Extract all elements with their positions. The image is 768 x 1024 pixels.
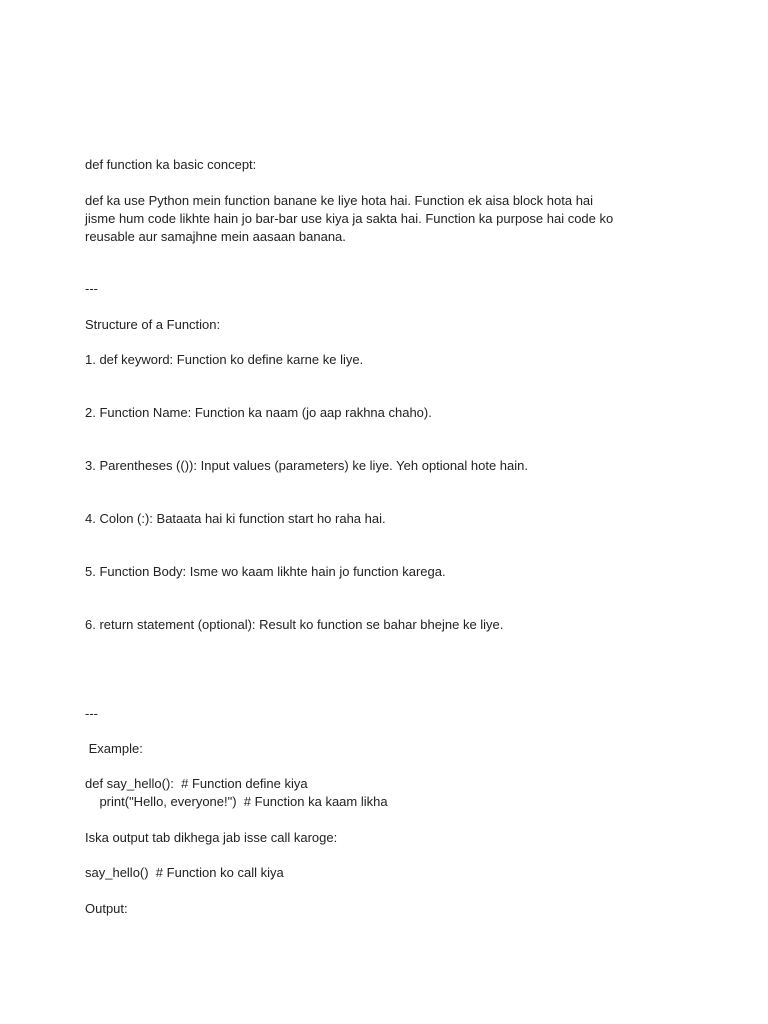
structure-item: 4. Colon (:): Bataata hai ki function start ho raha hai. [85,511,386,526]
divider: --- [85,281,98,296]
structure-item: 1. def keyword: Function ko define karne ke liye. [85,352,364,367]
structure-item: 6. return statement (optional): Result ko function se bahar bhejne ke liye. [85,617,504,632]
structure-item: 5. Function Body: Isme wo kaam likhte hain jo function karega. [85,564,446,579]
section-heading: def function ka basic concept: [85,157,257,172]
code-example [85,775,685,811]
structure-item: 3. Parentheses (()): Input values (parameters) ke liye. Yeh optional hote hain. [85,458,528,473]
call-line: say_hello() # Function ko call kiya [85,865,284,880]
structure-heading: Structure of a Function: [85,317,221,332]
code-line: def say_hello(): # Function define kiya [85,776,308,791]
divider: --- [85,706,98,721]
intro-line: def ka use Python mein function banane ke liye hota hai. Function ek aisa block hota hai [85,193,594,208]
code-line: print("Hello, everyone!") # Function ka kaam likha [85,794,388,809]
intro-line: jisme hum code likhte hain jo bar-bar use kiya ja sakta hai. Function ka purpose hai code ko [85,211,614,226]
intro-paragraph [85,192,685,246]
output-note: Iska output tab dikhega jab isse call karoge: [85,830,338,845]
output-label: Output: [85,901,128,916]
structure-item: 2. Function Name: Function ka naam (jo aap rakhna chaho). [85,405,432,420]
example-heading: Example: [85,741,143,756]
intro-line: reusable aur samajhne mein aasaan banana. [85,229,346,244]
